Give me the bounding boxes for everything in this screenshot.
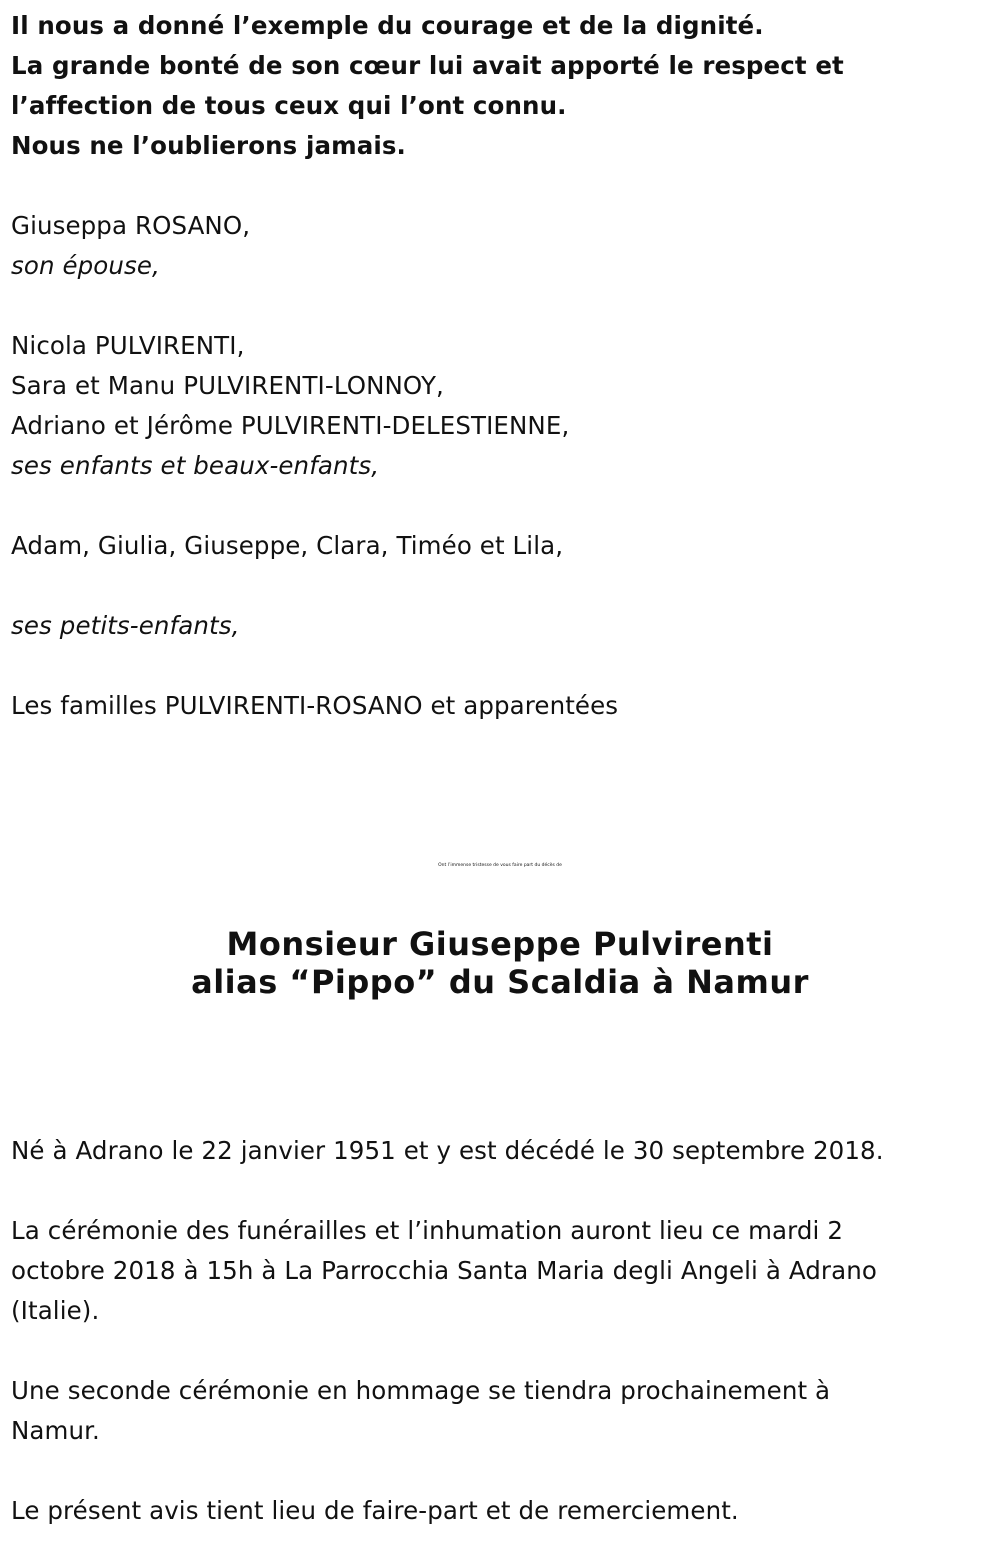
second-ceremony-line-1: Une seconde cérémonie en hommage se tiendra prochainement à [11,1376,831,1405]
tribute-line-4: Nous ne l’oublierons jamais. [11,131,406,160]
child-3: Adriano et Jérôme PULVIRENTI-DELESTIENNE, [11,411,570,440]
ceremony-line-1: La cérémonie des funérailles et l’inhumation auront lieu ce mardi 2 [11,1216,844,1245]
child-1: Nicola PULVIRENTI, [11,331,245,360]
spouse-role: son épouse, [11,251,160,280]
grandchildren-role: ses petits-enfants, [11,611,240,640]
tribute-line-2: La grande bonté de son cœur lui avait apporté le respect et [11,51,844,80]
child-2: Sara et Manu PULVIRENTI-LONNOY, [11,371,444,400]
deceased-name: Monsieur Giuseppe Pulvirenti [226,925,774,963]
children-role: ses enfants et beaux-enfants, [11,451,380,480]
families-line: Les familles PULVIRENTI-ROSANO et apparentées [11,691,619,720]
birth-death-line: Né à Adrano le 22 janvier 1951 et y est décédé le 30 septembre 2018. [11,1136,884,1165]
closing-line: Le présent avis tient lieu de faire-part et de remerciement. [11,1496,739,1525]
second-ceremony-line-2: Namur. [11,1416,100,1445]
spouse-name: Giuseppa ROSANO, [11,211,251,240]
grandchildren-names: Adam, Giulia, Giuseppe, Clara, Timéo et Lila, [11,531,564,560]
deceased-alias: alias “Pippo” du Scaldia à Namur [191,963,809,1001]
tribute-line-1: Il nous a donné l’exemple du courage et de la dignité. [11,11,764,40]
announcement-intro: Ont l’immense tristesse de vous faire part du décès de [438,863,562,868]
tribute-line-3: l’affection de tous ceux qui l’ont connu. [11,91,567,120]
ceremony-line-2: octobre 2018 à 15h à La Parrocchia Santa Maria degli Angeli à Adrano [11,1256,877,1285]
ceremony-line-3: (Italie). [11,1296,100,1325]
